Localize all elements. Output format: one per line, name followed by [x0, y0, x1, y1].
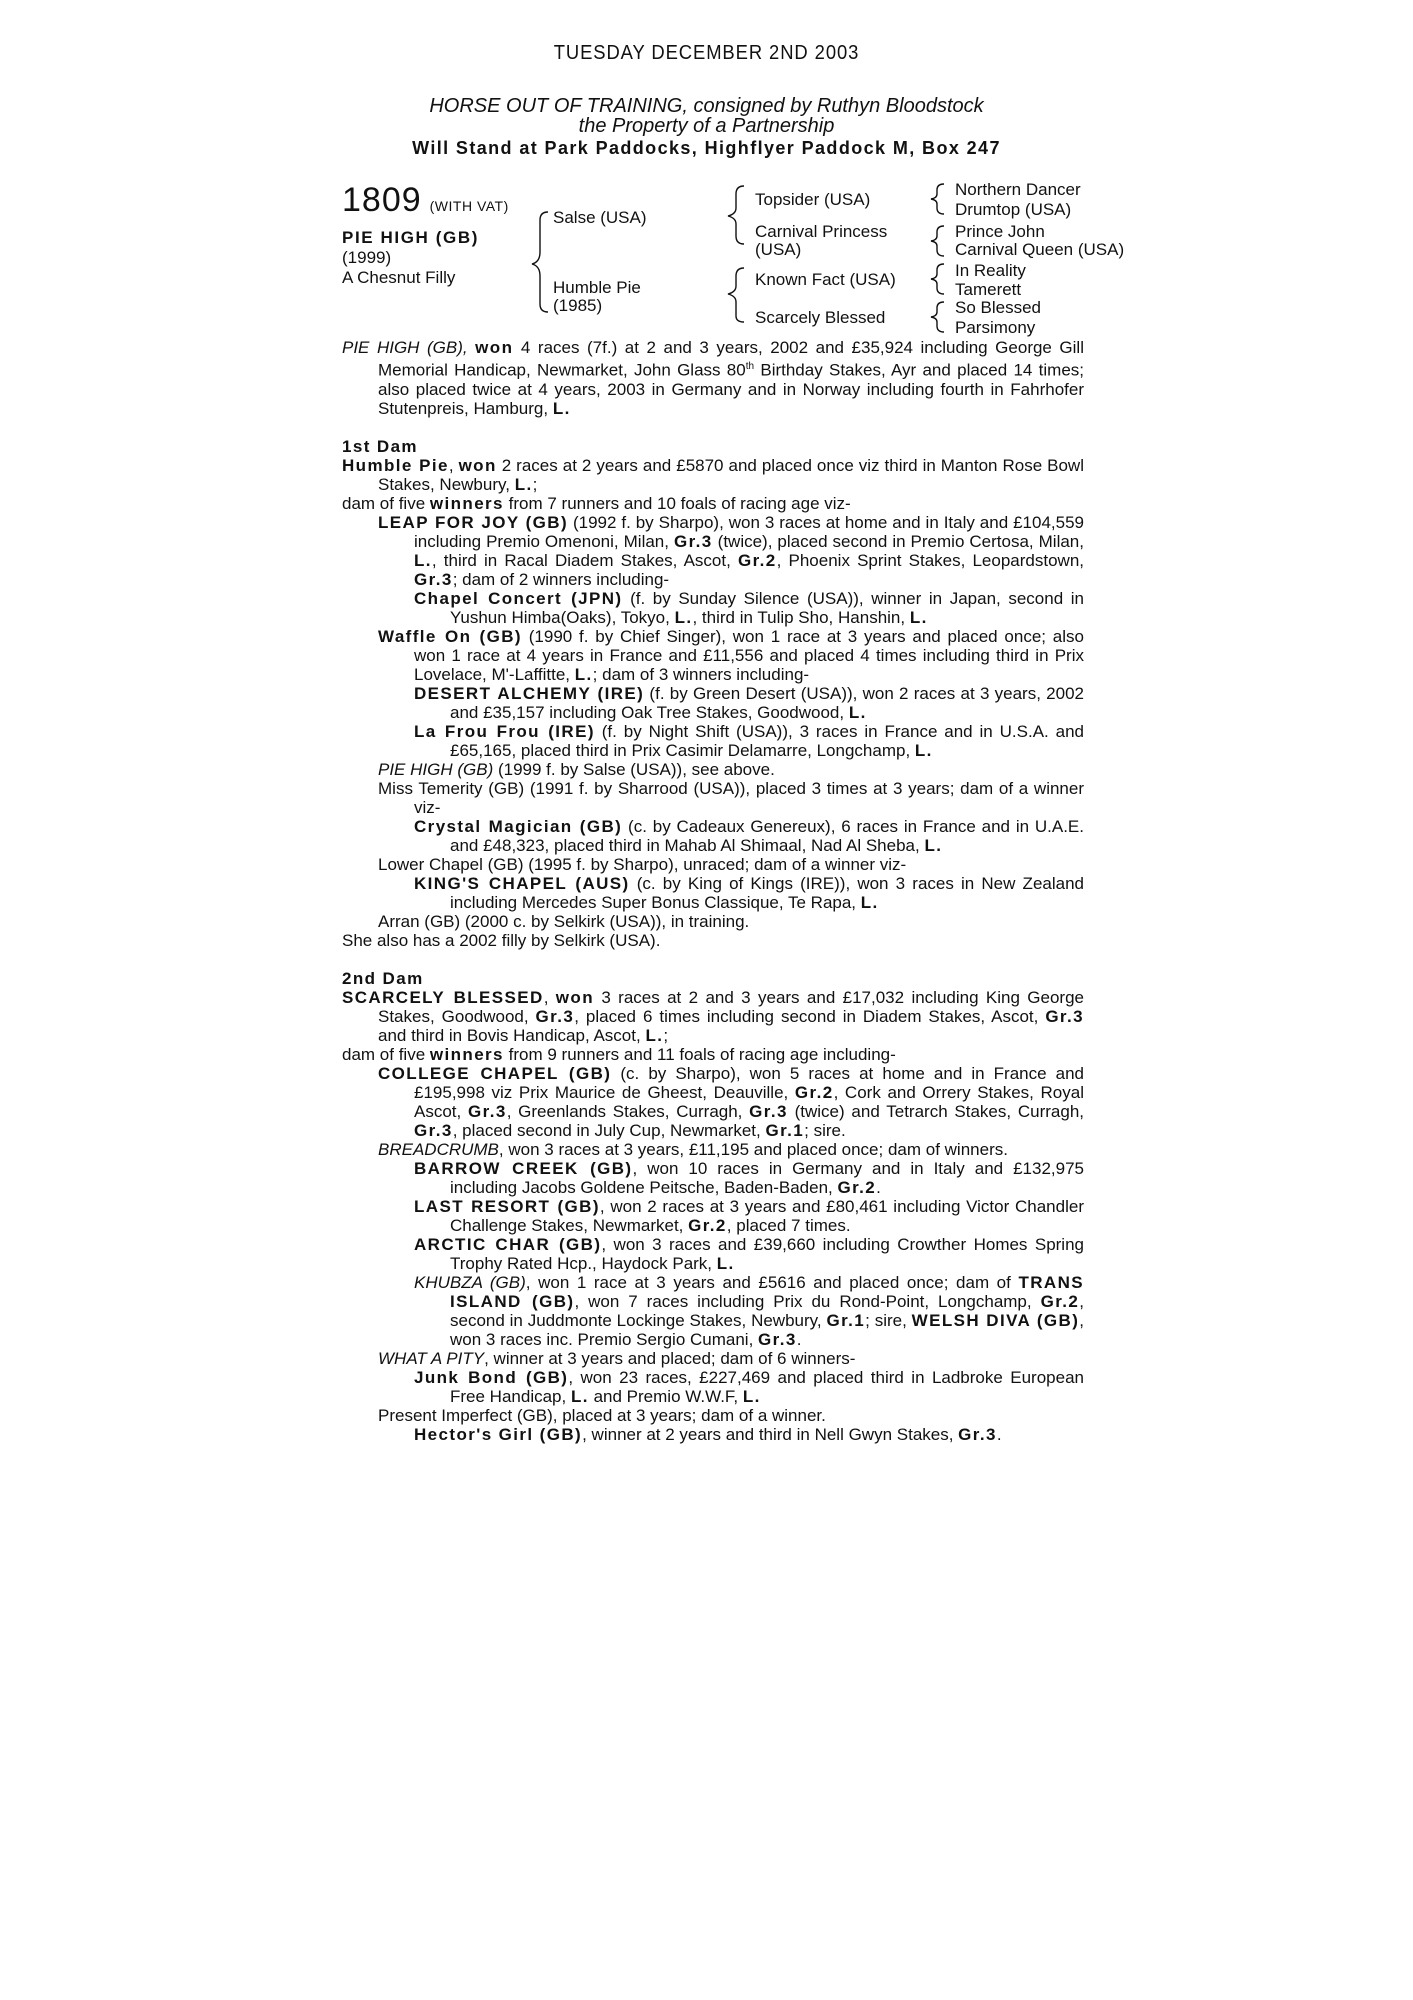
horse-name: PIE HIGH (GB) — [342, 228, 479, 247]
produce-junk-bond: Junk Bond (GB), won 23 races, £227,469 and placed third in Ladbroke European Free Handicap, L. and Premio W.W.F, L. — [414, 1367, 1084, 1406]
produce-arctic-char: ARCTIC CHAR (GB), won 3 races and £39,660 including Crowther Homes Spring Trophy Rated Hcp., Haydock Park, L. — [414, 1234, 1084, 1273]
sire-dam-origin: (USA) — [755, 240, 802, 259]
catalogue-body — [342, 338, 1084, 1444]
produce-what-a-pity: WHAT A PITY, winner at 3 years and placed; dam of 6 winners- — [378, 1348, 856, 1368]
first-dam-record: Humble Pie, won 2 races at 2 years and £5870 and placed once viz third in Manton Rose Bowl Stakes, Newbury, L.; — [342, 455, 1084, 494]
produce-waffle-on: Waffle On (GB) (1990 f. by Chief Singer), won 1 race at 3 years and placed once; also won 1 race at 4 years in France and £11,556 and placed 4 times including third in Prix Lovelace, M'-Laffitte, L.; dam of 3 winners including- — [378, 626, 1084, 684]
second-dam-heading: 2nd Dam — [342, 968, 424, 988]
produce-present-imperfect: Present Imperfect (GB), placed at 3 years; dam of a winner. — [378, 1405, 826, 1425]
ancestor-3: Prince John — [955, 222, 1045, 241]
intro-paragraph: PIE HIGH (GB), won 4 races (7f.) at 2 and 3 years, 2002 and £35,924 including George Gill Memorial Handicap, Newmarket, John Glass 80th Birthday Stakes, Ayr and placed 14 times; also placed twice at 4 years, 2003 in Germany and in Norway including fourth in Fahrhofer Stutenpreis, Hamburg, L. — [342, 338, 1084, 418]
sire-sire: Topsider (USA) — [755, 190, 871, 209]
produce-lower-chapel: Lower Chapel (GB) (1995 f. by Sharpo), unraced; dam of a winner viz- — [378, 854, 907, 874]
horse-year: (1999) — [342, 248, 392, 267]
produce-leap-for-joy: LEAP FOR JOY (GB) (1992 f. by Sharpo), won 3 races at home and in Italy and £104,559 including Premio Omenoni, Milan, Gr.3 (twice), placed second in Premio Certosa, Milan, L., third in Racal Diadem Stakes, Ascot, Gr.2, Phoenix Sprint Stakes, Leopardstown, Gr.3; dam of 2 winners including- — [378, 512, 1084, 589]
dam-sire: Known Fact (USA) — [755, 270, 896, 289]
produce-la-frou-frou: La Frou Frou (IRE) (f. by Night Shift (USA)), 3 races in France and in U.S.A. and £65,165, placed third in Prix Casimir Delamarre, Longchamp, L. — [414, 721, 1084, 760]
first-dam-heading: 1st Dam — [342, 436, 418, 456]
produce-miss-temerity: Miss Temerity (GB) (1991 f. by Sharrood (USA)), placed 3 times at 3 years; dam of a winner viz- — [378, 778, 1084, 817]
ancestor-4: Carnival Queen (USA) — [955, 240, 1125, 259]
also-has-note: She also has a 2002 filly by Selkirk (USA). — [342, 930, 661, 950]
first-dam-produce-summary: dam of five winners from 7 runners and 10 foals of racing age viz- — [342, 493, 851, 513]
property-line: the Property of a Partnership — [578, 115, 835, 137]
produce-khubza: KHUBZA (GB), won 1 race at 3 years and £5616 and placed once; dam of TRANS ISLAND (GB), won 7 races including Prix du Rond-Point, Longchamp, Gr.2, second in Juddmonte Lockinge Stakes, Newbury, Gr.1; sire, WELSH DIVA (GB), won 3 races inc. Premio Sergio Cumani, Gr.3. — [414, 1272, 1084, 1349]
produce-crystal-magician: Crystal Magician (GB) (c. by Cadeaux Genereux), 6 races in France and in U.A.E. and £48,323, placed third in Mahab Al Shimaal, Nad Al Sheba, L. — [414, 816, 1084, 855]
produce-desert-alchemy: DESERT ALCHEMY (IRE) (f. by Green Desert (USA)), won 2 races at 3 years, 2002 and £35,157 including Oak Tree Stakes, Goodwood, L. — [414, 683, 1084, 722]
pedigree-brackets — [0, 0, 1413, 340]
ancestor-8: Parsimony — [955, 318, 1036, 337]
lot-number: 1809 (WITH VAT) — [342, 181, 509, 219]
location-line: Will Stand at Park Paddocks, Highflyer Paddock M, Box 247 — [412, 138, 1001, 158]
dam-dam: Scarcely Blessed — [755, 308, 886, 327]
ancestor-1: Northern Dancer — [955, 180, 1081, 199]
produce-chapel-concert: Chapel Concert (JPN) (f. by Sunday Silence (USA)), winner in Japan, second in Yushun Himba(Oaks), Tokyo, L., third in Tulip Sho, Hanshin, L. — [414, 588, 1084, 627]
dam-year: (1985) — [553, 296, 603, 315]
ancestor-2: Drumtop (USA) — [955, 200, 1072, 219]
pedigree-table — [0, 0, 1413, 340]
consignor-line: HORSE OUT OF TRAINING, consigned by Ruthyn Bloodstock — [429, 95, 984, 117]
second-dam-produce-summary: dam of five winners from 9 runners and 11 foals of racing age including- — [342, 1044, 896, 1064]
ancestor-6: Tamerett — [955, 280, 1022, 299]
produce-kings-chapel: KING'S CHAPEL (AUS) (c. by King of Kings (IRE)), won 3 races in New Zealand including Mercedes Super Bonus Classique, Te Rapa, L. — [414, 873, 1084, 912]
produce-barrow-creek: BARROW CREEK (GB), won 10 races in Germany and in Italy and £132,975 including Jacobs Goldene Peitsche, Baden-Baden, Gr.2. — [414, 1158, 1084, 1197]
dam: Humble Pie — [553, 278, 641, 297]
horse-description: A Chesnut Filly — [342, 268, 456, 287]
second-dam-record: SCARCELY BLESSED, won 3 races at 2 and 3 years and £17,032 including King George Stakes, Goodwood, Gr.3, placed 6 times including second in Diadem Stakes, Ascot, Gr.3 and third in Bovis Handicap, Ascot, L.; — [342, 987, 1085, 1045]
sire: Salse (USA) — [553, 208, 647, 227]
produce-pie-high: PIE HIGH (GB) (1999 f. by Salse (USA)), see above. — [378, 759, 775, 779]
produce-arran: Arran (GB) (2000 c. by Selkirk (USA)), in training. — [378, 911, 750, 931]
ancestor-5: In Reality — [955, 261, 1026, 280]
produce-college-chapel: COLLEGE CHAPEL (GB) (c. by Sharpo), won 5 races at home and in France and £195,998 viz Prix Maurice de Gheest, Deauville, Gr.2, Cork and Orrery Stakes, Royal Ascot, Gr.3, Greenlands Stakes, Curragh, Gr.3 (twice) and Tetrarch Stakes, Curragh, Gr.3, placed second in July Cup, Newmarket, Gr.1; sire. — [378, 1063, 1084, 1140]
produce-breadcrumb: BREADCRUMB, won 3 races at 3 years, £11,195 and placed once; dam of winners. — [378, 1139, 1008, 1159]
ancestor-7: So Blessed — [955, 298, 1041, 317]
produce-last-resort: LAST RESORT (GB), won 2 races at 3 years and £80,461 including Victor Chandler Challenge Stakes, Newmarket, Gr.2, placed 7 times. — [414, 1196, 1084, 1235]
produce-hectors-girl: Hector's Girl (GB), winner at 2 years and third in Nell Gwyn Stakes, Gr.3. — [414, 1424, 1002, 1444]
sale-date: TUESDAY DECEMBER 2ND 2003 — [553, 42, 860, 64]
sire-dam: Carnival Princess — [755, 222, 888, 241]
